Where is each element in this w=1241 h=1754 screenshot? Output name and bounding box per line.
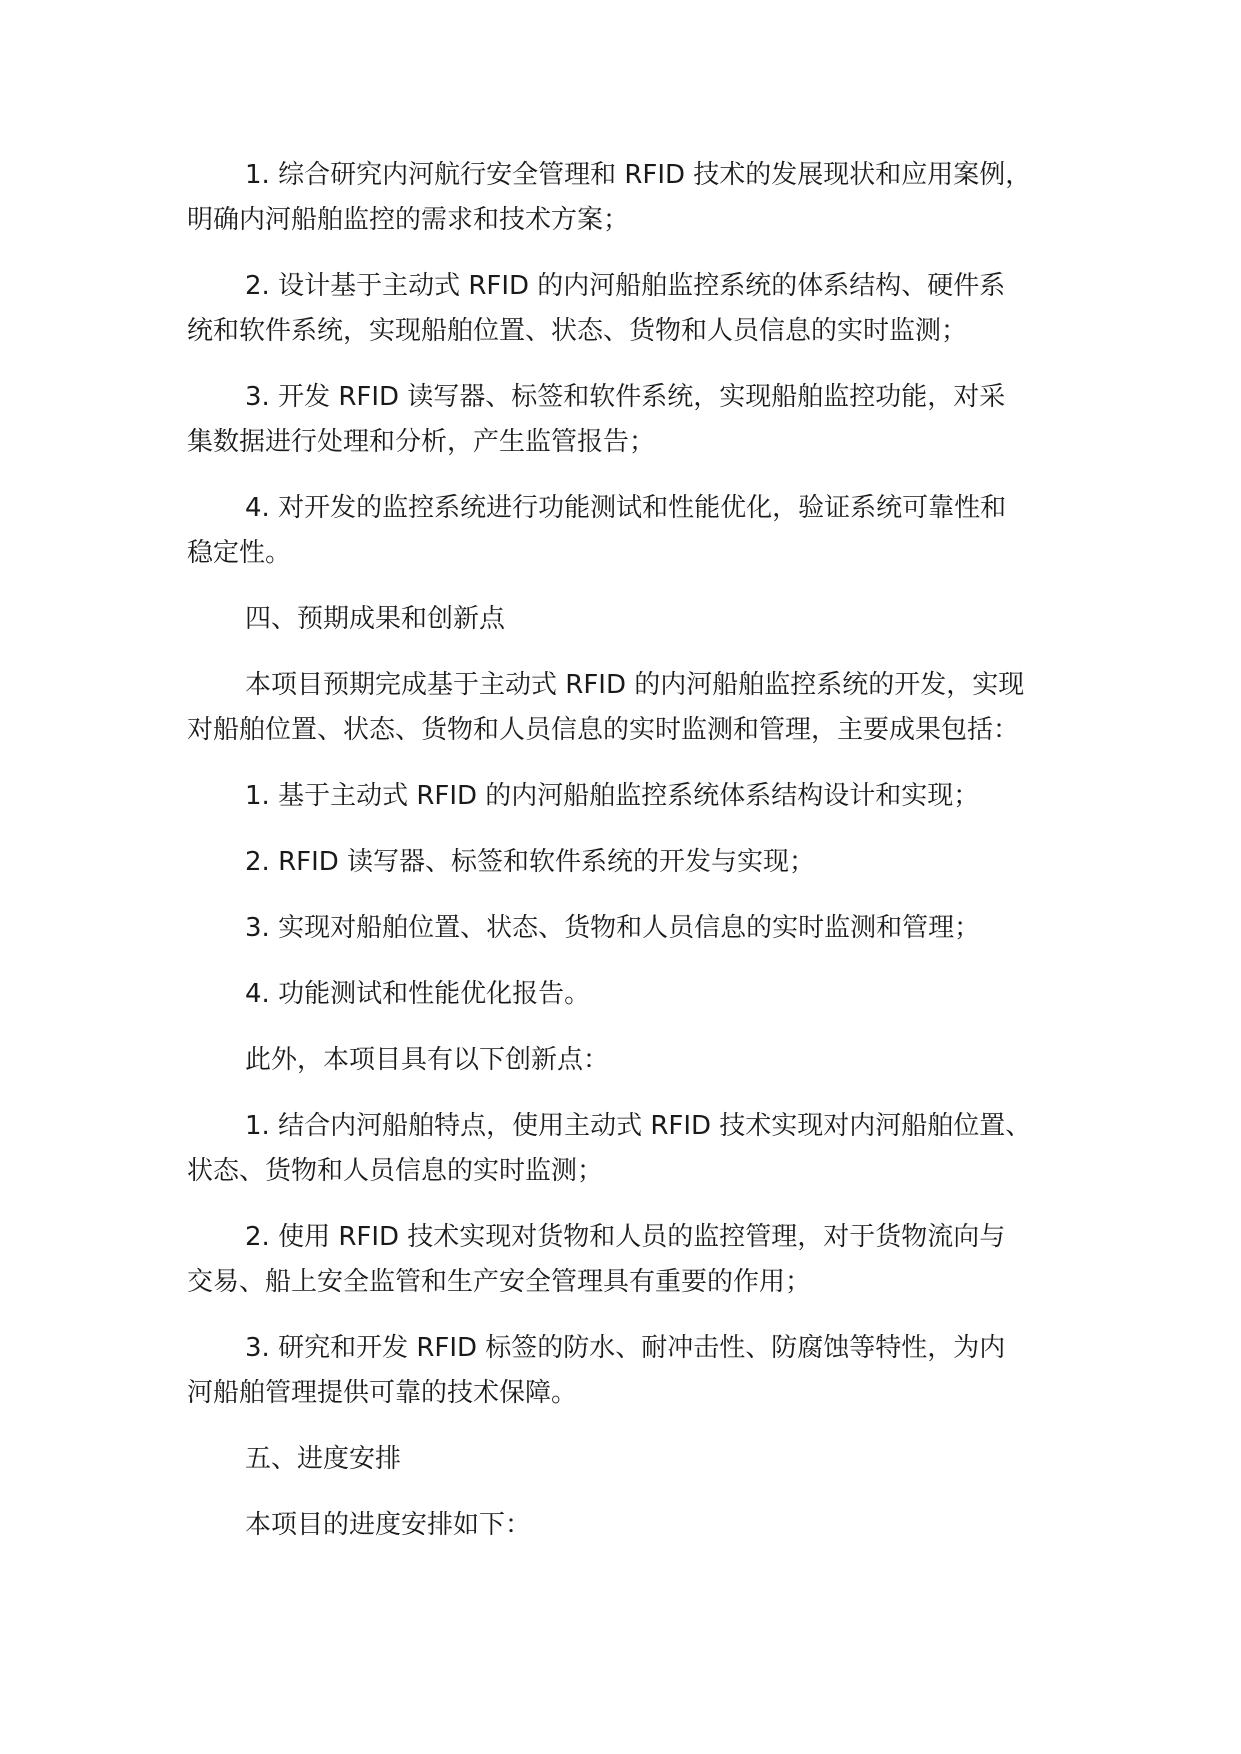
paragraph-line: 2. 使用 RFID 技术实现对货物和人员的监控管理，对于货物流向与	[245, 1222, 1006, 1252]
paragraph-line: 明确内河船舶监控的需求和技术方案；	[187, 205, 630, 235]
paragraph-line: 4. 功能测试和性能优化报告。	[245, 979, 591, 1009]
paragraph-line: 1. 结合内河船舶特点，使用主动式 RFID 技术实现对内河船舶位置、	[245, 1111, 1032, 1141]
paragraph-line: 3. 实现对船舶位置、状态、货物和人员信息的实时监测和管理；	[245, 913, 981, 943]
paragraph-line: 此外，本项目具有以下创新点：	[245, 1045, 610, 1075]
paragraph	[187, 906, 1087, 951]
section-heading-text: 五、进度安排	[245, 1444, 402, 1474]
paragraph	[187, 663, 1087, 753]
paragraph	[187, 972, 1087, 1017]
paragraph-line: 统和软件系统，实现船舶位置、状态、货物和人员信息的实时监测；	[187, 316, 968, 346]
paragraph	[187, 375, 1087, 465]
paragraph	[187, 1503, 1087, 1548]
paragraph-line: 3. 开发 RFID 读写器、标签和软件系统，实现船舶监控功能，对采	[245, 382, 1006, 412]
paragraph-line: 4. 对开发的监控系统进行功能测试和性能优化，验证系统可靠性和	[245, 493, 1007, 523]
paragraph-line: 河船舶管理提供可靠的技术保障。	[187, 1378, 578, 1408]
paragraph	[187, 774, 1087, 819]
paragraph-line: 1. 基于主动式 RFID 的内河船舶监控系统体系结构设计和实现；	[245, 781, 980, 811]
section-heading	[187, 1437, 1087, 1482]
paragraph-line: 本项目的进度安排如下：	[245, 1510, 532, 1540]
paragraph-line: 3. 研究和开发 RFID 标签的防水、耐冲击性、防腐蚀等特性，为内	[245, 1333, 1006, 1363]
paragraph-line: 本项目预期完成基于主动式 RFID 的内河船舶监控系统的开发，实现	[245, 670, 1025, 700]
section-heading-text: 四、预期成果和创新点	[245, 604, 506, 634]
document-body	[187, 153, 1087, 1569]
paragraph	[187, 1104, 1087, 1194]
paragraph-line: 稳定性。	[187, 538, 292, 568]
paragraph	[187, 1326, 1087, 1416]
paragraph-line: 2. 设计基于主动式 RFID 的内河船舶监控系统的体系结构、硬件系	[245, 271, 1006, 301]
paragraph-line: 交易、船上安全监管和生产安全管理具有重要的作用；	[187, 1267, 812, 1297]
paragraph-line: 1. 综合研究内河航行安全管理和 RFID 技术的发展现状和应用案例，	[245, 160, 1032, 190]
paragraph-line: 集数据进行处理和分析，产生监管报告；	[187, 427, 656, 457]
paragraph	[187, 1215, 1087, 1305]
paragraph-line: 状态、货物和人员信息的实时监测；	[187, 1156, 604, 1186]
paragraph	[187, 264, 1087, 354]
paragraph-line: 2. RFID 读写器、标签和软件系统的开发与实现；	[245, 847, 816, 877]
paragraph-line: 对船舶位置、状态、货物和人员信息的实时监测和管理，主要成果包括：	[187, 715, 1020, 745]
paragraph	[187, 840, 1087, 885]
paragraph	[187, 153, 1087, 243]
paragraph	[187, 486, 1087, 576]
section-heading	[187, 597, 1087, 642]
paragraph	[187, 1038, 1087, 1083]
